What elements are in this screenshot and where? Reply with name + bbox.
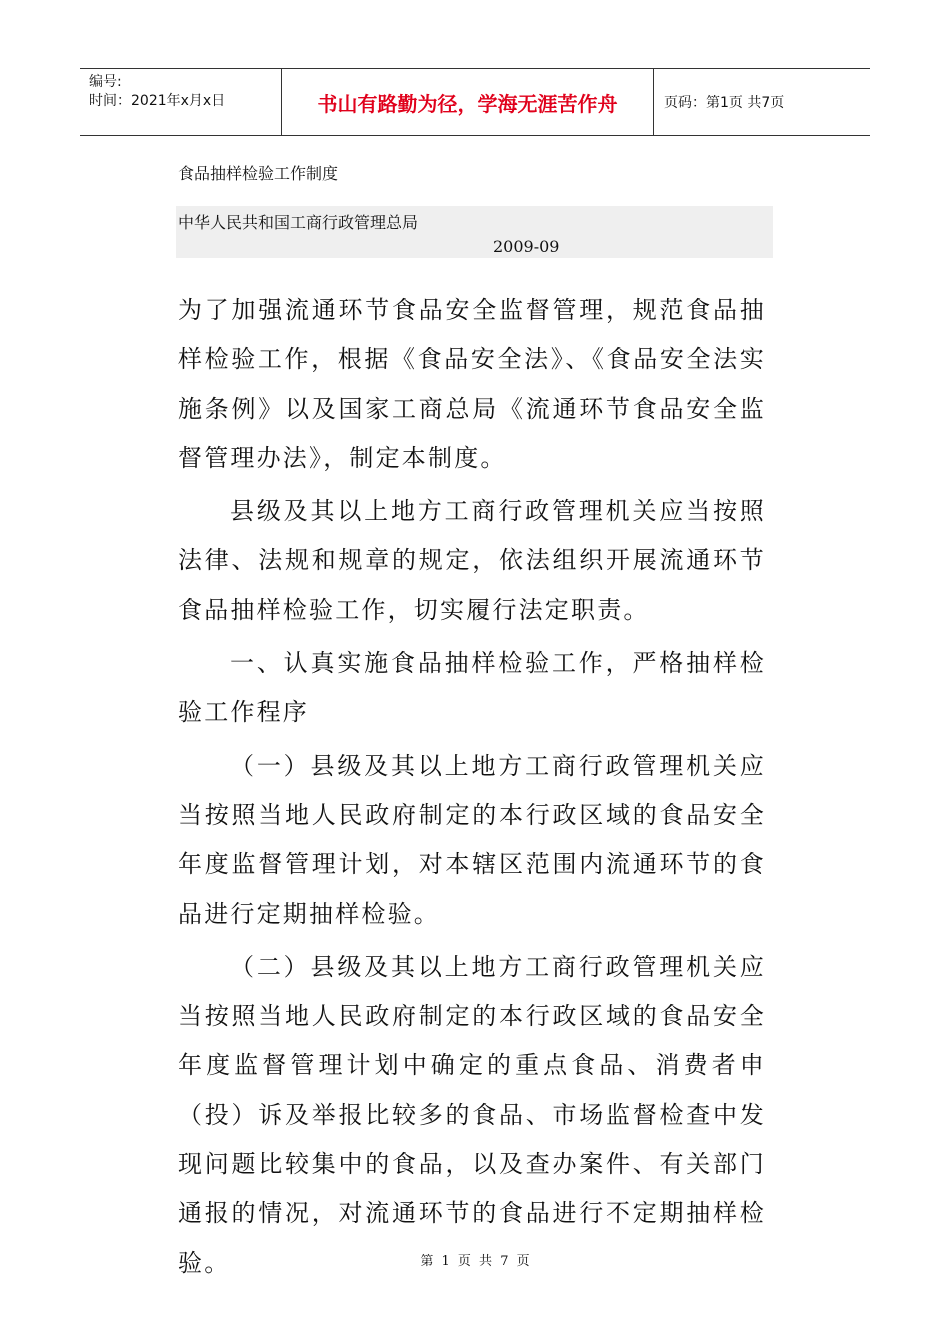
page-header	[80, 68, 870, 136]
header-page-info: 页码：第1页 共7页	[664, 95, 785, 111]
number-label: 编号:	[89, 74, 122, 90]
time-label: 时间：2021年x月x日	[89, 93, 226, 109]
issuing-organization: 中华人民共和国工商行政管理总局	[178, 213, 419, 232]
issue-date: 2009-09	[493, 237, 560, 256]
header-meta	[80, 69, 282, 135]
paragraph: 县级及其以上地方工商行政管理机关应当按照法律、法规和规章的规定，依法组织开展流通环节食品抽样检验工作，切实履行法定职责。	[178, 497, 766, 624]
page-footer: 第 1 页 共 7 页	[420, 1254, 530, 1269]
section-heading: 一、认真实施食品抽样检验工作，严格抽样检验工作程序	[178, 649, 766, 727]
document-body	[178, 286, 766, 1292]
header-motto: 书山有路勤为径，学海无涯苦作舟	[282, 69, 654, 135]
paragraph: 为了加强流通环节食品安全监督管理，规范食品抽样检验工作，根据《食品安全法》、《食品安全法实施条例》以及国家工商总局《流通环节食品安全监督管理办法》，制定本制度。	[178, 296, 766, 472]
paragraph: （二）县级及其以上地方工商行政管理机关应当按照当地人民政府制定的本行政区域的食品安全年度监督管理计划中确定的重点食品、消费者申（投）诉及举报比较多的食品、市场监督检查中发现问题比较集中的食品，以及查办案件、有关部门通报的情况，对流通环节的食品进行不定期抽样检验。	[178, 952, 766, 1277]
document-title: 食品抽样检验工作制度	[178, 164, 339, 183]
paragraph: （一）县级及其以上地方工商行政管理机关应当按照当地人民政府制定的本行政区域的食品安全年度监督管理计划，对本辖区范围内流通环节的食品进行定期抽样检验。	[178, 751, 766, 928]
